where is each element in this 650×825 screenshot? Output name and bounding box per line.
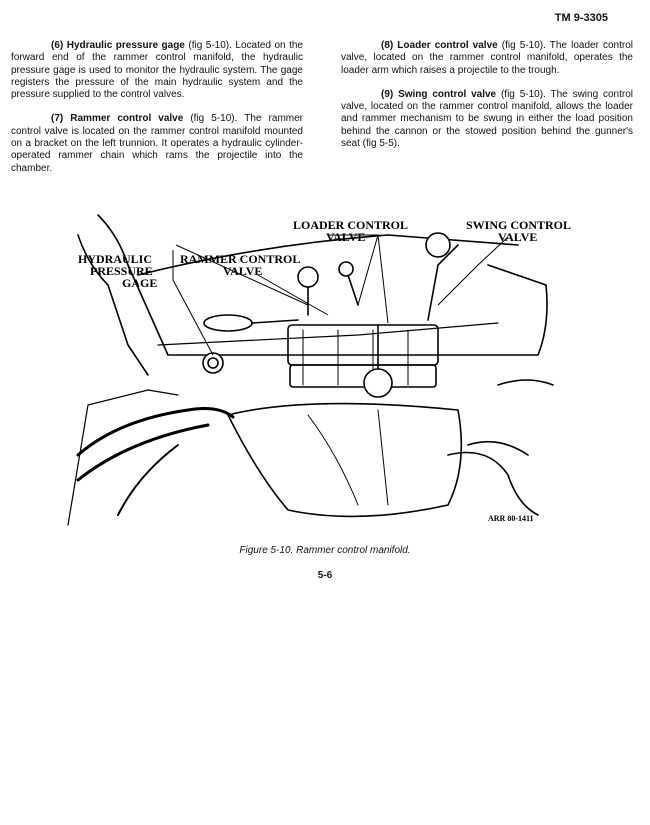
figure-reference: (fig 5-10). [496,88,551,100]
paragraph-body: Located on the forward end of the rammer control manifold, the hydraulic pressure gage is used to monitor the hydraulic system. The gage registers the pressure of the main hydraulic system and the pressure supplied to the control valves. [11,40,303,101]
callout-loader-control-line2: VALVE [326,230,366,244]
callout-rammer-control-line2: VALVE [223,264,263,278]
callout-swing-control-line2: VALVE [498,230,538,244]
callout-loader-control-line1: LOADER CONTROL [293,218,409,232]
paragraph-hydraulic-pressure-gage [11,40,303,101]
paragraph-heading: (7) Rammer control valve [51,113,184,125]
paragraph-heading: (6) Hydraulic pressure gage [51,40,185,51]
figure-reference: (fig 5-10). [183,113,245,125]
paragraph-rammer-control-valve [11,113,303,174]
paragraph-body: The loader control valve, located on the rammer control manifold, operates the loader arm which raises a projectile to the trough. [341,40,633,76]
paragraph-swing-control-valve [341,89,633,150]
paragraph-body: The rammer control valve is located on the rammer control manifold mounted on a bracket on the left trunnion. It operates a hydraulic cylinder-operated rammer chain which rams the projectile into the chamber. [11,113,304,174]
paragraph-heading: (8) Loader control valve [381,40,498,51]
callout-hydraulic-line3: GAGE [122,276,158,290]
page-number: 5-6 [317,570,333,581]
left-column [11,40,303,187]
document-id: TM 9-3305 [554,12,608,24]
figure-reference: (fig 5-10). [184,40,236,51]
paragraph-body: The swing control valve, located on the rammer control manifold, allows the loader and rammer mechanism to be swung in either the load position behind the cannon or the stowed position behind the gunner's seat (fig 5-5). [341,88,634,150]
manifold-illustration [58,205,572,525]
callout-rammer-control-line1: RAMMER CONTROL [180,252,301,266]
callout-hydraulic-line1: HYDRAULIC [78,252,153,266]
figure-reference: (fig 5-10). [497,40,550,51]
art-number: ARR 80-1411 [488,514,534,523]
paragraph-heading: (9) Swing control valve [381,88,497,100]
callout-swing-control-line1: SWING CONTROL [466,218,572,232]
right-column [341,40,633,162]
callout-hydraulic-line2: PRESSURE [90,264,153,278]
figure-rammer-control-manifold [58,205,572,525]
paragraph-loader-control-valve [341,40,633,77]
figure-caption: Figure 5-10. Rammer control manifold. [239,545,411,556]
